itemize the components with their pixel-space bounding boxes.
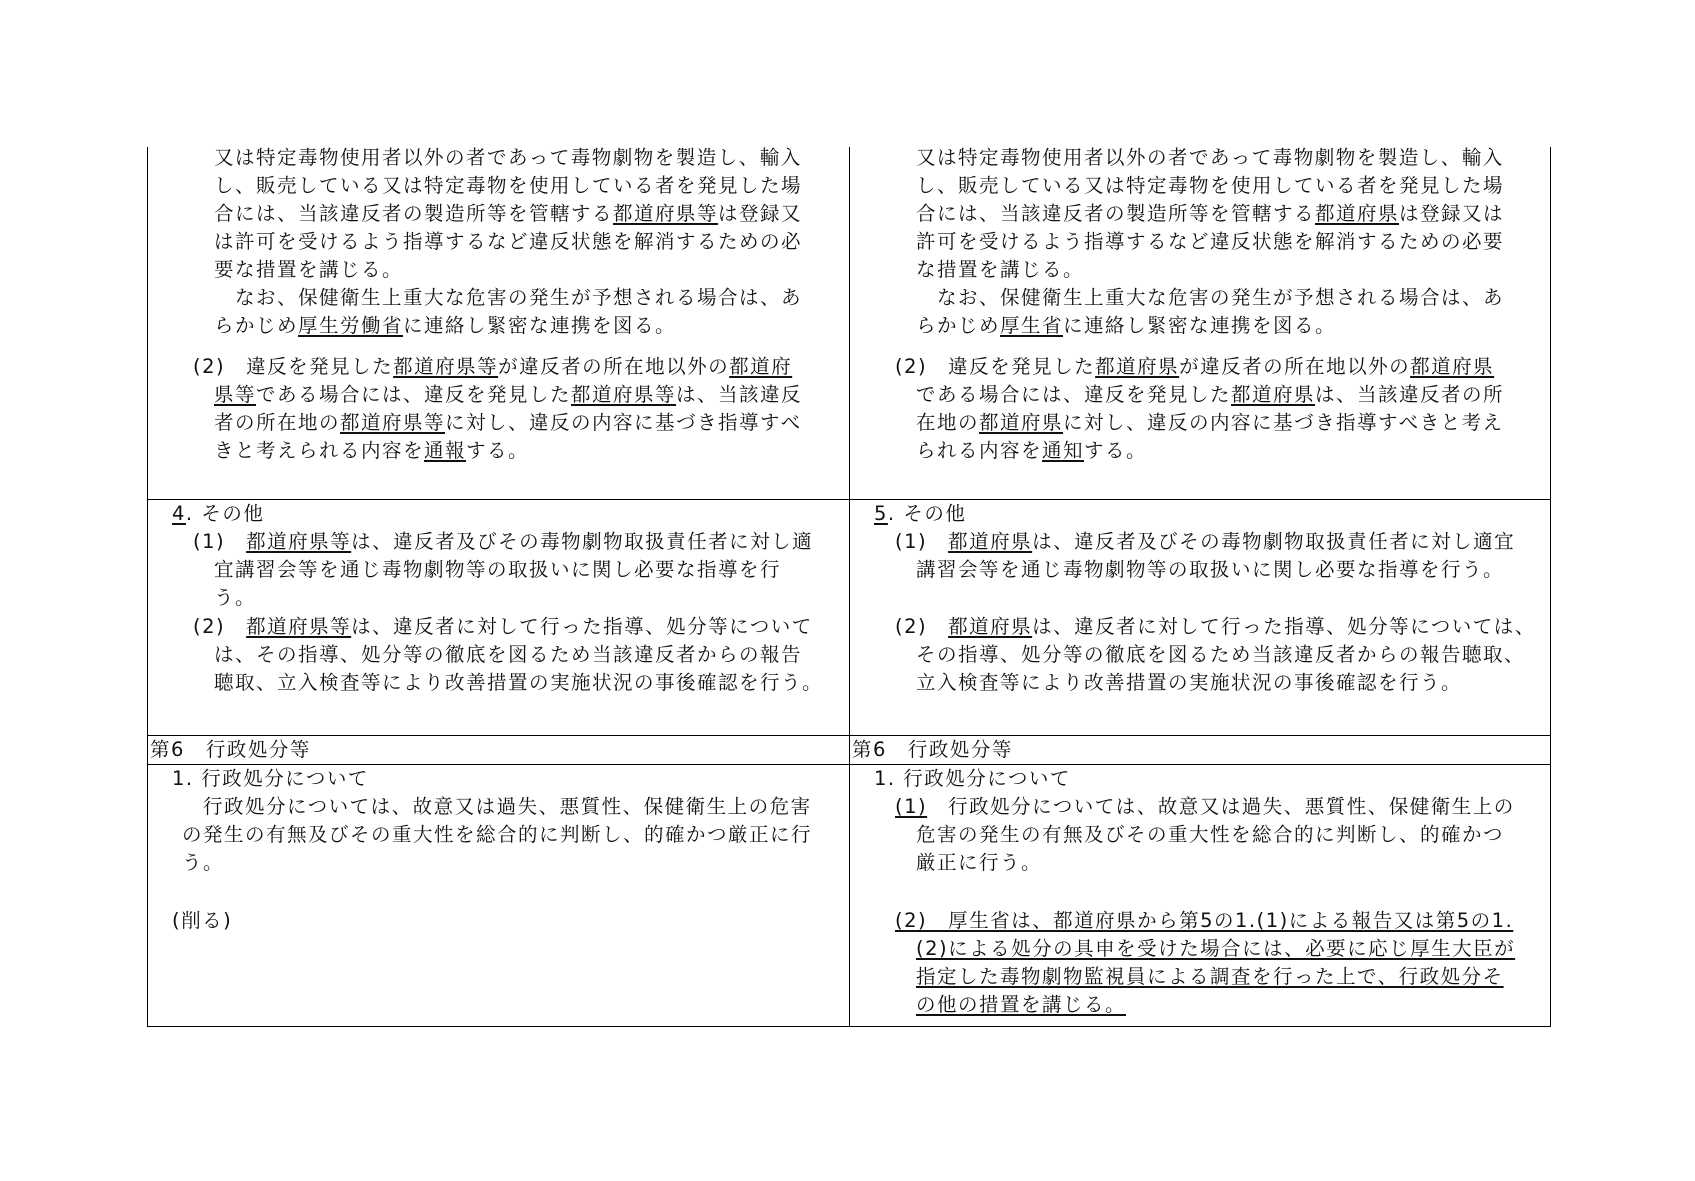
right-sec6-1-2-line2: (2)による処分の具申を受けた場合には、必要に応じ厚生大臣が — [916, 937, 1516, 960]
left-block1-line: 要な措置を講じる。 — [214, 258, 404, 281]
right-block2-line: られる内容を通知する。 — [916, 439, 1148, 462]
right-sec5-2-line: (2) 都道府県は、違反者に対して行った指導、処分等については、 — [895, 615, 1536, 638]
left-sec4-title: 4. その他 — [172, 502, 265, 525]
left-block1-line: らかじめ厚生労働省に連絡し緊密な連携を図る。 — [214, 314, 677, 337]
left-block1-line: 合には、当該違反者の製造所等を管轄する都道府県等は登録又 — [214, 202, 803, 225]
left-sec4-2-line: (2) 都道府県等は、違反者に対して行った指導、処分等について — [193, 615, 813, 638]
right-sec5-1-line: (1) 都道府県は、違反者及びその毒物劇物取扱責任者に対し適宜 — [895, 530, 1516, 553]
right-sec6-1-2-line4: の他の措置を講じる。 — [916, 993, 1127, 1016]
right-sec5-2-line: その指導、処分等の徹底を図るため当該違反者からの報告聴取、 — [916, 643, 1526, 666]
right-block2-line: である場合には、違反を発見した都道府県は、当該違反者の所 — [916, 383, 1505, 406]
left-block1-line: なお、保健衛生上重大な危害の発生が予想される場合は、あ — [214, 286, 803, 309]
left-block2-line: (2) 違反を発見した都道府県等が違反者の所在地以外の都道府 — [193, 355, 793, 378]
left-block1-line: し、販売している又は特定毒物を使用している者を発見した場 — [214, 174, 803, 197]
right-block2-line: (2) 違反を発見した都道府県が違反者の所在地以外の都道府県 — [895, 355, 1495, 378]
right-column — [850, 147, 1550, 1027]
left-sec4-2-line: は、その指導、処分等の徹底を図るため当該違反者からの報告 — [214, 643, 803, 666]
right-block1-line: 合には、当該違反者の製造所等を管轄する都道府県は登録又は — [916, 202, 1505, 225]
left-column — [148, 147, 848, 1027]
right-sec6-header: 第6 行政処分等 — [852, 738, 1013, 761]
left-sec6-header: 第6 行政処分等 — [150, 738, 311, 761]
left-block2-line: きと考えられる内容を通報する。 — [214, 439, 530, 462]
comparison-table — [147, 147, 1551, 1027]
left-block1-line: 又は特定毒物使用者以外の者であって毒物劇物を製造し、輸入 — [214, 147, 802, 169]
right-block1-line: 許可を受けるよう指導するなど違反状態を解消するための必要 — [916, 230, 1505, 253]
right-block1-line: なお、保健衛生上重大な危害の発生が予想される場合は、あ — [916, 286, 1505, 309]
right-block1-line: 又は特定毒物使用者以外の者であって毒物劇物を製造し、輸入 — [916, 147, 1504, 169]
right-sec5-1-line: 講習会等を通じ毒物劇物等の取扱いに関し必要な指導を行う。 — [916, 558, 1505, 581]
left-block2-line: 者の所在地の都道府県等に対し、違反の内容に基づき指導すべ — [214, 411, 802, 434]
right-block1-line: な措置を講じる。 — [916, 258, 1085, 281]
right-sec5-2-line: 立入検査等により改善措置の実施状況の事後確認を行う。 — [916, 671, 1463, 694]
left-block2-line: 県等である場合には、違反を発見した都道府県等は、当該違反 — [214, 383, 803, 406]
left-sec6-1-body-1: 行政処分については、故意又は過失、悪質性、保健衛生上の危害 — [182, 795, 812, 818]
right-sec6-1-1-line1: (1) 行政処分については、故意又は過失、悪質性、保健衛生上の — [895, 795, 1515, 818]
right-sec6-1-1-line2: 危害の発生の有無及びその重大性を総合的に判断し、的確かつ — [916, 823, 1505, 846]
left-sec6-1-body-2: の発生の有無及びその重大性を総合的に判断し、的確かつ厳正に行 — [182, 823, 813, 846]
right-sec5-title: 5. その他 — [874, 502, 967, 525]
left-sec4-1-line: (1) 都道府県等は、違反者及びその毒物劇物取扱責任者に対し適 — [193, 530, 814, 553]
left-sec4-2-line: 聴取、立入検査等により改善措置の実施状況の事後確認を行う。 — [214, 671, 824, 694]
left-block1-line: は許可を受けるよう指導するなど違反状態を解消するための必 — [214, 230, 803, 253]
right-block1-line: らかじめ厚生省に連絡し緊密な連携を図る。 — [916, 314, 1337, 337]
right-sec6-1-1-line3: 厳正に行う。 — [916, 851, 1043, 874]
left-sec6-1-title: 1. 行政処分について — [172, 767, 369, 790]
right-sec6-1-title: 1. 行政処分について — [874, 767, 1071, 790]
right-block1-line: し、販売している又は特定毒物を使用している者を発見した場 — [916, 174, 1505, 197]
right-block2-line: 在地の都道府県に対し、違反の内容に基づき指導すべきと考え — [916, 411, 1504, 434]
right-sec6-1-2-line1: (2) 厚生省は、都道府県から第5の1.(1)による報告又は第5の1. — [895, 909, 1514, 932]
left-sec6-1-body-3: う。 — [182, 851, 225, 874]
left-sec4-1-line: 宜講習会等を通じ毒物劇物等の取扱いに関し必要な指導を行 — [214, 558, 782, 581]
left-sec4-1-line: う。 — [214, 586, 257, 609]
right-sec6-1-2-line3: 指定した毒物劇物監視員による調査を行った上で、行政処分そ — [916, 965, 1504, 988]
deleted-note: (削る) — [172, 909, 233, 932]
